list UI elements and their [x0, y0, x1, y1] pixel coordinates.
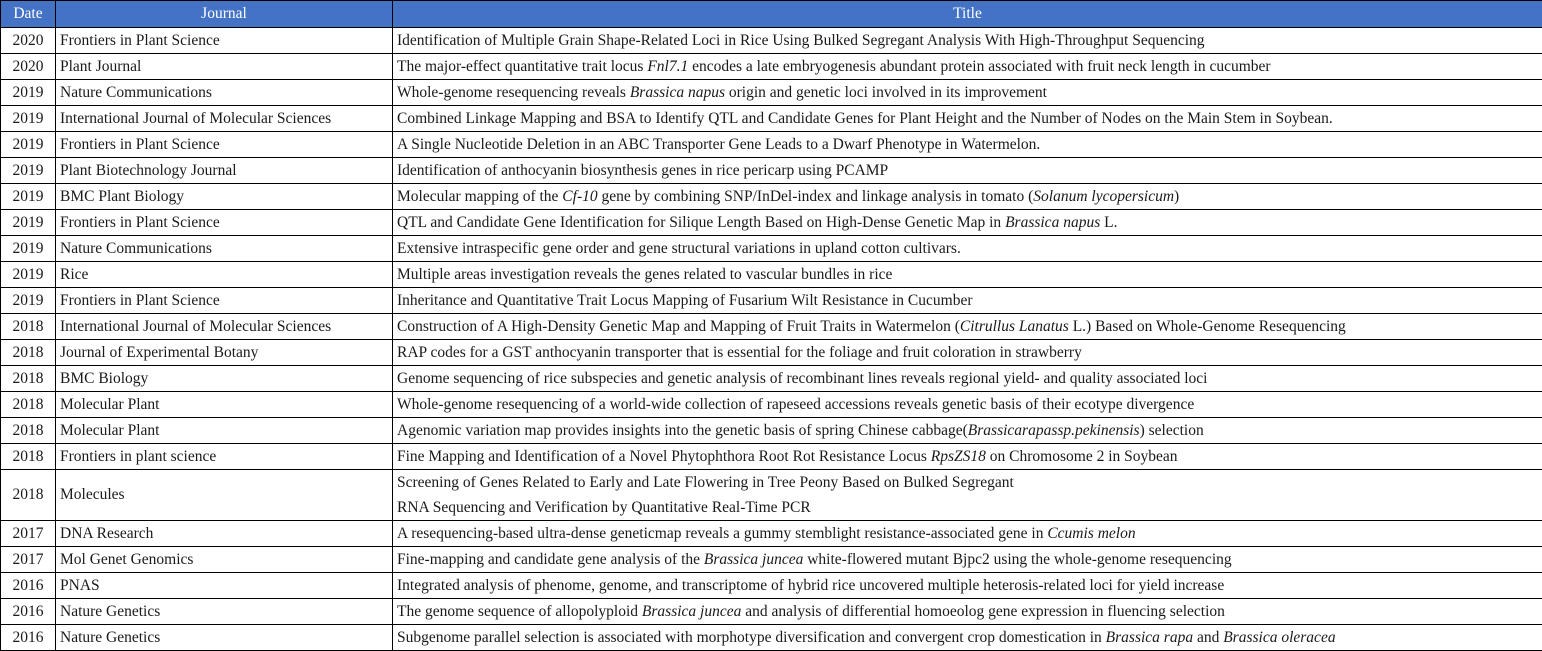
title-segment: Subgenome parallel selection is associated with morphotype diversification and convergent crop domestication in	[397, 629, 1106, 646]
title-line	[397, 158, 1539, 183]
title-line	[397, 80, 1539, 105]
title-line	[397, 521, 1539, 546]
date-cell[interactable]: 2019	[1, 262, 56, 288]
title-segment: Agenomic variation map provides insights into the genetic basis of spring Chinese cabbage(	[397, 422, 968, 439]
title-line	[397, 547, 1539, 572]
title-segment: Whole-genome resequencing of a world-wide collection of rapeseed accessions reveals genetic basis of their ecotype divergence	[397, 396, 1195, 413]
journal-cell[interactable]: Plant Journal	[56, 54, 393, 80]
table-row	[1, 314, 1542, 340]
title-line	[397, 184, 1539, 209]
title-segment-italic: Fnl7.1	[647, 58, 689, 75]
date-cell[interactable]: 2016	[1, 573, 56, 599]
title-cell[interactable]	[393, 288, 1542, 314]
table-row	[1, 547, 1542, 573]
date-cell[interactable]: 2017	[1, 521, 56, 547]
journal-cell[interactable]: Molecular Plant	[56, 418, 393, 444]
date-cell[interactable]: 2020	[1, 54, 56, 80]
title-segment: gene by combining SNP/InDel-index and linkage analysis in tomato (	[597, 188, 1034, 205]
title-segment: L.) Based on Whole-Genome Resequencing	[1068, 318, 1346, 335]
date-cell[interactable]: 2019	[1, 184, 56, 210]
title-segment: QTL and Candidate Gene Identification for Silique Length Based on High-Dense Genetic Map in	[397, 214, 1006, 231]
table-row	[1, 236, 1542, 262]
title-segment: white-flowered mutant Bjpc2 using the whole-genome resequencing	[803, 551, 1232, 568]
title-segment: Identification of Multiple Grain Shape-Related Loci in Rice Using Bulked Segregant Analysis With High-Throughput Sequencing	[397, 32, 1205, 49]
title-cell[interactable]	[393, 28, 1542, 54]
table-row	[1, 599, 1542, 625]
header-cell-date: Date	[1, 1, 56, 28]
title-segment: Identification of anthocyanin biosynthesis genes in rice pericarp using PCAMP	[397, 162, 889, 179]
title-segment: A Single Nucleotide Deletion in an ABC Transporter Gene Leads to a Dwarf Phenotype in Watermelon.	[397, 136, 1041, 153]
title-cell[interactable]	[393, 418, 1542, 444]
table-row	[1, 625, 1542, 651]
table-body	[1, 28, 1542, 651]
title-segment: and	[1193, 629, 1224, 646]
title-line	[397, 288, 1539, 313]
journal-cell[interactable]: Frontiers in Plant Science	[56, 132, 393, 158]
title-segment: Multiple areas investigation reveals the genes related to vascular bundles in rice	[397, 266, 893, 283]
date-cell[interactable]: 2018	[1, 366, 56, 392]
title-cell[interactable]	[393, 444, 1542, 470]
title-cell[interactable]	[393, 106, 1542, 132]
journal-cell[interactable]: Frontiers in plant science	[56, 444, 393, 470]
title-line	[397, 262, 1539, 287]
table-row	[1, 418, 1542, 444]
table-row	[1, 184, 1542, 210]
journal-cell[interactable]: Nature Communications	[56, 80, 393, 106]
title-segment: Construction of A High-Density Genetic Map and Mapping of Fruit Traits in Watermelon (	[397, 318, 960, 335]
title-cell[interactable]	[393, 158, 1542, 184]
date-cell[interactable]: 2019	[1, 80, 56, 106]
title-segment-italic: Solanum lycopersicum	[1033, 188, 1175, 205]
table-row	[1, 470, 1542, 521]
journal-cell[interactable]: Frontiers in Plant Science	[56, 288, 393, 314]
title-segment-italic: Brassicarapassp.pekinensis	[967, 422, 1140, 439]
title-segment: ) selection	[1139, 422, 1204, 439]
title-line	[397, 236, 1539, 261]
table-row	[1, 54, 1542, 80]
title-segment: and analysis of differential homoeolog gene expression in fluencing selection	[741, 603, 1225, 620]
journal-cell[interactable]: Nature Communications	[56, 236, 393, 262]
journal-cell[interactable]: Mol Genet Genomics	[56, 547, 393, 573]
table-row	[1, 366, 1542, 392]
title-segment: Combined Linkage Mapping and BSA to Identify QTL and Candidate Genes for Plant Height and the Number of Nodes on the Main Stem in Soybean.	[397, 110, 1333, 127]
title-line	[397, 28, 1539, 53]
title-segment: on Chromosome 2 in Soybean	[985, 448, 1178, 465]
title-segment-italic: Ccumis melon	[1047, 525, 1136, 542]
title-segment: Screening of Genes Related to Early and Late Flowering in Tree Peony Based on Bulked Segregant	[397, 474, 1014, 491]
table-row	[1, 521, 1542, 547]
table-row	[1, 573, 1542, 599]
title-line	[397, 106, 1539, 131]
title-line	[397, 340, 1539, 365]
table-row	[1, 340, 1542, 366]
journal-cell[interactable]: Rice	[56, 262, 393, 288]
title-line	[397, 210, 1539, 235]
title-cell[interactable]	[393, 599, 1542, 625]
title-segment: Molecular mapping of the	[397, 188, 563, 205]
title-segment-italic: Brassica juncea	[703, 551, 804, 568]
title-segment: A resequencing-based ultra-dense geneticmap reveals a gummy stemblight resistance-associated gene in	[397, 525, 1048, 542]
table-row	[1, 158, 1542, 184]
title-line	[397, 366, 1539, 391]
table-row	[1, 28, 1542, 54]
title-segment: The major-effect quantitative trait locus	[397, 58, 648, 75]
journal-cell[interactable]: DNA Research	[56, 521, 393, 547]
date-cell[interactable]: 2019	[1, 132, 56, 158]
title-cell[interactable]	[393, 625, 1542, 651]
title-cell[interactable]	[393, 80, 1542, 106]
title-line	[397, 444, 1539, 469]
title-cell[interactable]	[393, 573, 1542, 599]
table-header	[1, 1, 1542, 28]
title-cell[interactable]	[393, 470, 1542, 521]
title-segment: )	[1174, 188, 1180, 205]
journal-cell[interactable]: PNAS	[56, 573, 393, 599]
journal-cell[interactable]: Molecular Plant	[56, 392, 393, 418]
journal-cell[interactable]: Frontiers in Plant Science	[56, 210, 393, 236]
title-segment-italic: Brassica oleracea	[1223, 629, 1336, 646]
journal-cell[interactable]: Molecules	[56, 470, 393, 521]
title-segment: Fine-mapping and candidate gene analysis of the	[397, 551, 704, 568]
date-cell[interactable]: 2019	[1, 210, 56, 236]
title-cell[interactable]	[393, 184, 1542, 210]
table-row	[1, 80, 1542, 106]
title-line	[397, 470, 1539, 495]
date-cell[interactable]: 2019	[1, 236, 56, 262]
date-cell[interactable]: 2017	[1, 547, 56, 573]
header-row	[1, 1, 1542, 28]
header-cell-journal: Journal	[56, 1, 393, 28]
title-cell[interactable]	[393, 54, 1542, 80]
date-cell[interactable]: 2018	[1, 470, 56, 521]
title-segment: Extensive intraspecific gene order and gene structural variations in upland cotton cultivars.	[397, 240, 961, 257]
title-line	[397, 599, 1539, 624]
title-segment: RAP codes for a GST anthocyanin transporter that is essential for the foliage and fruit coloration in strawberry	[397, 344, 1082, 361]
title-segment: Genome sequencing of rice subspecies and genetic analysis of recombinant lines reveals regional yield- and quality associated loci	[397, 370, 1208, 387]
table-row	[1, 210, 1542, 236]
title-cell[interactable]	[393, 366, 1542, 392]
title-line	[397, 573, 1539, 598]
journal-cell[interactable]: International Journal of Molecular Sciences	[56, 106, 393, 132]
title-cell[interactable]	[393, 262, 1542, 288]
title-cell[interactable]	[393, 314, 1542, 340]
date-cell[interactable]: 2018	[1, 340, 56, 366]
journal-cell[interactable]: Nature Genetics	[56, 625, 393, 651]
title-segment: Integrated analysis of phenome, genome, and transcriptome of hybrid rice uncovered multiple heterosis-related loci for yield increase	[397, 577, 1225, 594]
title-line	[397, 314, 1539, 339]
table-row	[1, 444, 1542, 470]
title-line	[397, 495, 1539, 520]
title-line	[397, 392, 1539, 417]
journal-cell[interactable]: Frontiers in Plant Science	[56, 28, 393, 54]
journal-cell[interactable]: Nature Genetics	[56, 599, 393, 625]
title-segment: RNA Sequencing and Verification by Quantitative Real-Time PCR	[397, 499, 811, 516]
date-cell[interactable]: 2018	[1, 418, 56, 444]
title-cell[interactable]	[393, 547, 1542, 573]
title-cell[interactable]	[393, 132, 1542, 158]
title-segment-italic: Citrullus Lanatus	[959, 318, 1069, 335]
table-row	[1, 106, 1542, 132]
journal-cell[interactable]: BMC Plant Biology	[56, 184, 393, 210]
date-cell[interactable]: 2019	[1, 106, 56, 132]
date-cell[interactable]: 2018	[1, 392, 56, 418]
title-segment-italic: RpsZS18	[930, 448, 986, 465]
title-cell[interactable]	[393, 392, 1542, 418]
title-segment-italic: Brassica rapa	[1105, 629, 1194, 646]
title-segment-italic: Brassica napus	[1005, 214, 1101, 231]
title-line	[397, 625, 1539, 650]
date-cell[interactable]: 2019	[1, 288, 56, 314]
header-cell-title: Title	[393, 1, 1542, 28]
journal-cell[interactable]: International Journal of Molecular Sciences	[56, 314, 393, 340]
journal-cell[interactable]: Journal of Experimental Botany	[56, 340, 393, 366]
table-row	[1, 132, 1542, 158]
table-row	[1, 392, 1542, 418]
table-row	[1, 262, 1542, 288]
journal-cell[interactable]: Plant Biotechnology Journal	[56, 158, 393, 184]
title-segment-italic: Brassica juncea	[641, 603, 742, 620]
title-segment: origin and genetic loci involved in its improvement	[725, 84, 1047, 101]
journal-cell[interactable]: BMC Biology	[56, 366, 393, 392]
title-segment: Fine Mapping and Identification of a Novel Phytophthora Root Rot Resistance Locus	[397, 448, 931, 465]
date-cell[interactable]: 2018	[1, 314, 56, 340]
title-segment: L.	[1100, 214, 1118, 231]
title-segment: encodes a late embryogenesis abundant protein associated with fruit neck length in cucumber	[688, 58, 1271, 75]
date-cell[interactable]: 2016	[1, 599, 56, 625]
title-line	[397, 418, 1539, 443]
title-line	[397, 54, 1539, 79]
title-cell[interactable]	[393, 236, 1542, 262]
title-segment: Inheritance and Quantitative Trait Locus Mapping of Fusarium Wilt Resistance in Cucumber	[397, 292, 973, 309]
date-cell[interactable]: 2018	[1, 444, 56, 470]
title-segment: Whole-genome resequencing reveals	[397, 84, 630, 101]
title-segment-italic: Cf-10	[562, 188, 598, 205]
title-segment-italic: Brassica napus	[629, 84, 725, 101]
date-cell[interactable]: 2016	[1, 625, 56, 651]
date-cell[interactable]: 2019	[1, 158, 56, 184]
title-cell[interactable]	[393, 340, 1542, 366]
title-cell[interactable]	[393, 521, 1542, 547]
table-row	[1, 288, 1542, 314]
title-line	[397, 132, 1539, 157]
title-cell[interactable]	[393, 210, 1542, 236]
title-segment: The genome sequence of allopolyploid	[397, 603, 642, 620]
date-cell[interactable]: 2020	[1, 28, 56, 54]
